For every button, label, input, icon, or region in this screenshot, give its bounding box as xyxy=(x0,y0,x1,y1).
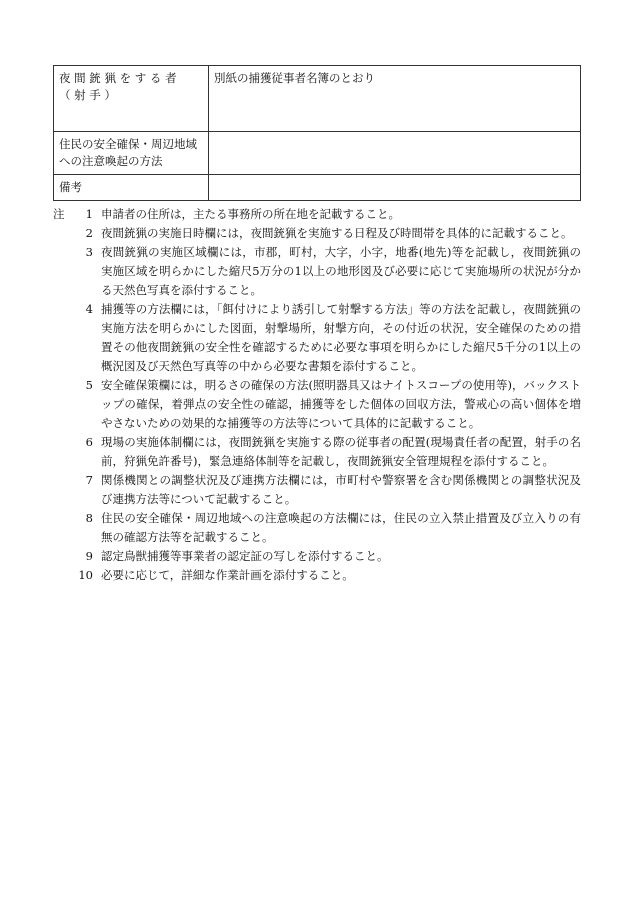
label-line: 住民の安全確保・周辺地域 xyxy=(59,137,197,151)
table-row xyxy=(54,66,581,132)
note-text: 認定鳥獣捕獲等事業者の認定証の写しを添付すること。 xyxy=(101,549,389,563)
note-number: 4 xyxy=(85,302,93,316)
note-prefix xyxy=(53,433,69,471)
table-row xyxy=(54,132,581,175)
note-text: 関係機関との調整状況及び連携方法欄には，市町村や警察署を含む関係機関との調整状況及び連携方法等について記載すること。 xyxy=(101,473,581,506)
notes-section xyxy=(53,205,581,585)
list-item xyxy=(53,243,581,300)
note-text: 捕獲等の方法欄には，「餌付けにより誘引して射撃する方法」等の方法を記載し，夜間銃猟の実施方法を明らかにした図面，射撃場所，射撃方向，その付近の状況，安全確保のための措置その他夜間銃猟の安全性を確認するために必要な事項を明らかにした縮尺5千分の1以上の概況図及び天然色写真等の中から必要な書類を添付すること。 xyxy=(101,302,581,373)
list-item xyxy=(53,566,581,585)
label-line: 備考 xyxy=(59,180,82,194)
note-text: 申請者の住所は，主たる事務所の所在地を記載すること。 xyxy=(101,207,400,221)
list-item xyxy=(53,471,581,509)
note-number: 8 xyxy=(85,511,93,525)
list-item xyxy=(53,224,581,243)
list-item xyxy=(53,547,581,566)
note-prefix xyxy=(53,300,69,376)
note-number: 9 xyxy=(85,549,93,563)
note-prefix xyxy=(53,243,69,300)
label-line: 夜 間 銃 猟 を す る 者 xyxy=(59,71,177,85)
note-number: 6 xyxy=(85,435,93,449)
note-text: 必要に応じて，詳細な作業計画を添付すること。 xyxy=(101,568,354,582)
row-label xyxy=(54,132,209,175)
note-text: 安全確保策欄には，明るさの確保の方法(照明器具又はナイトスコープの使用等)，バックストップの確保，着弾点の安全性の確認，捕獲等をした個体の回収方法，警戒心の高い個体を増やさないための効果的な捕獲等の方法等について具体的に記載すること。 xyxy=(101,378,581,430)
note-prefix: 注 xyxy=(53,207,65,221)
list-item xyxy=(53,509,581,547)
list-item xyxy=(53,433,581,471)
note-number: 5 xyxy=(85,378,93,392)
row-label xyxy=(54,66,209,132)
label-line: （ 射 手 ） xyxy=(59,88,116,102)
note-number: 3 xyxy=(85,245,93,259)
note-prefix xyxy=(53,509,69,547)
note-prefix xyxy=(53,224,69,243)
note-text: 現場の実施体制欄には，夜間銃猟を実施する際の従事者の配置(現場責任者の配置，射手の名前，狩猟免許番号)，緊急連絡体制等を記載し，夜間銃猟安全管理規程を添付すること。 xyxy=(101,435,581,468)
row-value xyxy=(209,132,581,175)
list-item xyxy=(53,300,581,376)
list-item xyxy=(53,205,581,224)
note-prefix xyxy=(53,471,69,509)
note-prefix xyxy=(53,376,69,433)
list-item xyxy=(53,376,581,433)
label-line: への注意喚起の方法 xyxy=(59,154,163,168)
table-row xyxy=(54,175,581,201)
row-value: 別紙の捕獲従事者名簿のとおり xyxy=(209,66,581,132)
row-value xyxy=(209,175,581,201)
note-text: 夜間銃猟の実施日時欄には，夜間銃猟を実施する日程及び時間帯を具体的に記載すること。 xyxy=(101,226,573,240)
note-text: 夜間銃猟の実施区域欄には，市郡，町村，大字，小字，地番(地先)等を記載し，夜間銃猟の実施区域を明らかにした縮尺5万分の1以上の地形図及び必要に応じて実施場所の状況が分かる天然色写真を添付すること。 xyxy=(101,245,581,297)
note-number: 7 xyxy=(85,473,93,487)
note-prefix xyxy=(53,547,69,566)
note-number: 1 xyxy=(85,207,93,221)
note-prefix xyxy=(53,566,69,585)
form-table xyxy=(53,65,581,201)
note-number: 10 xyxy=(78,568,93,582)
row-label xyxy=(54,175,209,201)
note-text: 住民の安全確保・周辺地域への注意喚起の方法欄には，住民の立入禁止措置及び立入りの有無の確認方法等を記載すること。 xyxy=(101,511,581,544)
note-number: 2 xyxy=(85,226,93,240)
